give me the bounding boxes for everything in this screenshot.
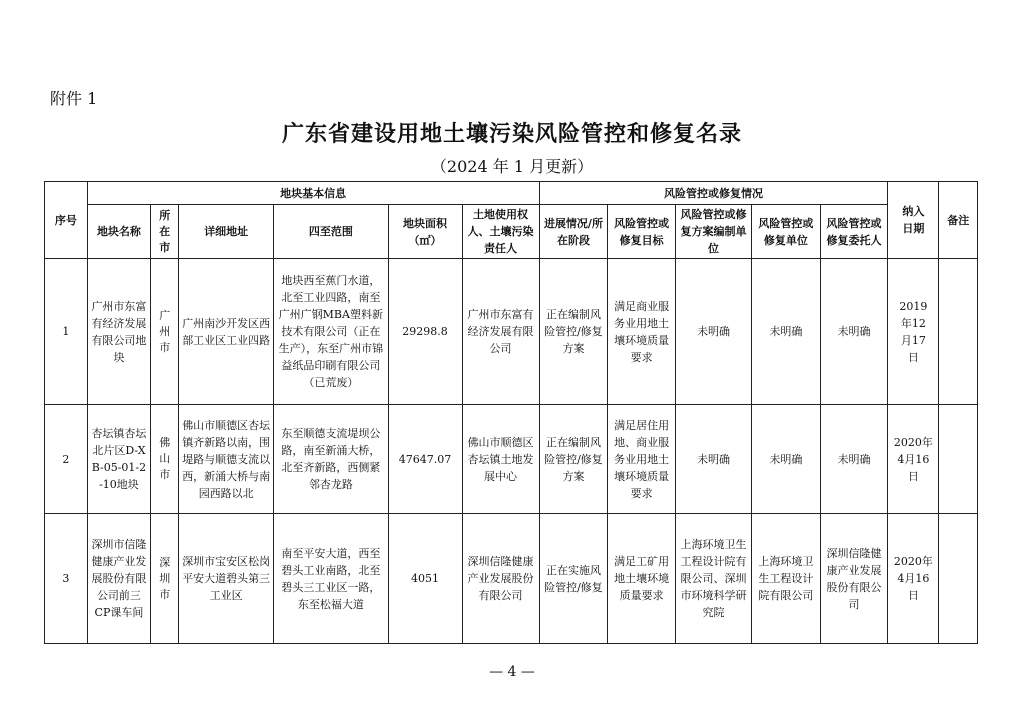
cell-exec-unit: 上海环境卫生工程设计院有限公司 [751, 514, 820, 644]
cell-address: 佛山市顺德区杏坛镇齐新路以南，围堤路与顺德支流以西，新涌大桥与南园西路以北 [179, 405, 274, 514]
cell-seq: 1 [45, 259, 88, 405]
cell-city: 深圳市 [151, 514, 179, 644]
cell-boundary: 地块西至蕉门水道，北至工业四路，南至广州广钢MBA塑料新技术有限公司（正在生产），东至广州市锦益纸品印刷有限公司（已荒废） [274, 259, 389, 405]
page-title: 广东省建设用地土壤污染风险管控和修复名录 [281, 121, 742, 147]
header-plot-name: 地块名称 [87, 205, 151, 259]
table-row [45, 405, 978, 514]
cell-owner: 深圳信隆健康产业发展股份有限公司 [462, 514, 539, 644]
cell-progress: 正在编制风险管控/修复方案 [539, 259, 608, 405]
attachment-label: 附件 1 [50, 89, 98, 108]
cell-progress: 正在实施风险管控/修复 [539, 514, 608, 644]
cell-seq: 3 [45, 514, 88, 644]
cell-city: 佛山市 [151, 405, 179, 514]
cell-date: 2020年4月16日 [888, 405, 939, 514]
header-client: 风险管控或修复委托人 [820, 205, 888, 259]
table-row [45, 514, 978, 644]
cell-area: 4051 [388, 514, 462, 644]
header-owner: 土地使用权人、土壤污染责任人 [462, 205, 539, 259]
cell-remark [939, 514, 978, 644]
header-goal: 风险管控或修复目标 [608, 205, 676, 259]
cell-plan-unit: 未明确 [675, 259, 751, 405]
cell-goal: 满足工矿用地土壤环境质量要求 [608, 514, 676, 644]
cell-owner: 佛山市顺德区杏坛镇土地发展中心 [462, 405, 539, 514]
table-row [45, 259, 978, 405]
header-date: 纳入日期 [888, 182, 939, 259]
cell-progress: 正在编制风险管控/修复方案 [539, 405, 608, 514]
cell-remark [939, 405, 978, 514]
header-group-basic: 地块基本信息 [87, 182, 539, 205]
cell-seq: 2 [45, 405, 88, 514]
page-subtitle: （2024 年 1 月更新） [430, 157, 594, 176]
header-group-row [45, 182, 978, 205]
cell-remark [939, 259, 978, 405]
page-number: — 4 — [489, 664, 535, 680]
cell-address: 深圳市宝安区松岗平安大道碧头第三工业区 [179, 514, 274, 644]
cell-plan-unit: 上海环境卫生工程设计院有限公司、深圳市环境科学研究院 [675, 514, 751, 644]
header-boundary: 四至范围 [274, 205, 389, 259]
header-seq: 序号 [45, 182, 88, 259]
cell-exec-unit: 未明确 [751, 405, 820, 514]
header-area: 地块面积（㎡） [388, 205, 462, 259]
cell-boundary: 南至平安大道，西至碧头工业南路，北至碧头三工业区一路，东至松福大道 [274, 514, 389, 644]
cell-address: 广州南沙开发区西部工业区工业四路 [179, 259, 274, 405]
cell-plot-name: 深圳市信隆健康产业发展股份有限公司前三CP课车间 [87, 514, 151, 644]
cell-date: 2020年4月16日 [888, 514, 939, 644]
header-exec-unit: 风险管控或修复单位 [751, 205, 820, 259]
header-group-risk: 风险管控或修复情况 [539, 182, 888, 205]
cell-plan-unit: 未明确 [675, 405, 751, 514]
registry-table [44, 181, 978, 644]
header-remark: 备注 [939, 182, 978, 259]
cell-plot-name: 广州市东富有经济发展有限公司地块 [87, 259, 151, 405]
cell-goal: 满足商业服务业用地土壤环境质量要求 [608, 259, 676, 405]
header-row [45, 205, 978, 259]
cell-client: 未明确 [820, 405, 888, 514]
header-address: 详细地址 [179, 205, 274, 259]
cell-exec-unit: 未明确 [751, 259, 820, 405]
cell-city: 广州市 [151, 259, 179, 405]
header-plan-unit: 风险管控或修复方案编制单位 [675, 205, 751, 259]
cell-area: 29298.8 [388, 259, 462, 405]
cell-client: 未明确 [820, 259, 888, 405]
cell-client: 深圳信隆健康产业发展股份有限公司 [820, 514, 888, 644]
cell-owner: 广州市东富有经济发展有限公司 [462, 259, 539, 405]
header-progress: 进展情况/所在阶段 [539, 205, 608, 259]
cell-goal: 满足居住用地、商业服务业用地土壤环境质量要求 [608, 405, 676, 514]
cell-plot-name: 杏坛镇杏坛北片区D-XB-05-01-2-10地块 [87, 405, 151, 514]
cell-date: 2019年12月17日 [888, 259, 939, 405]
cell-boundary: 东至顺德支流堤坝公路，南至新涌大桥，北至齐新路，西侧紧邻杏龙路 [274, 405, 389, 514]
cell-area: 47647.07 [388, 405, 462, 514]
header-city: 所在市 [151, 205, 179, 259]
